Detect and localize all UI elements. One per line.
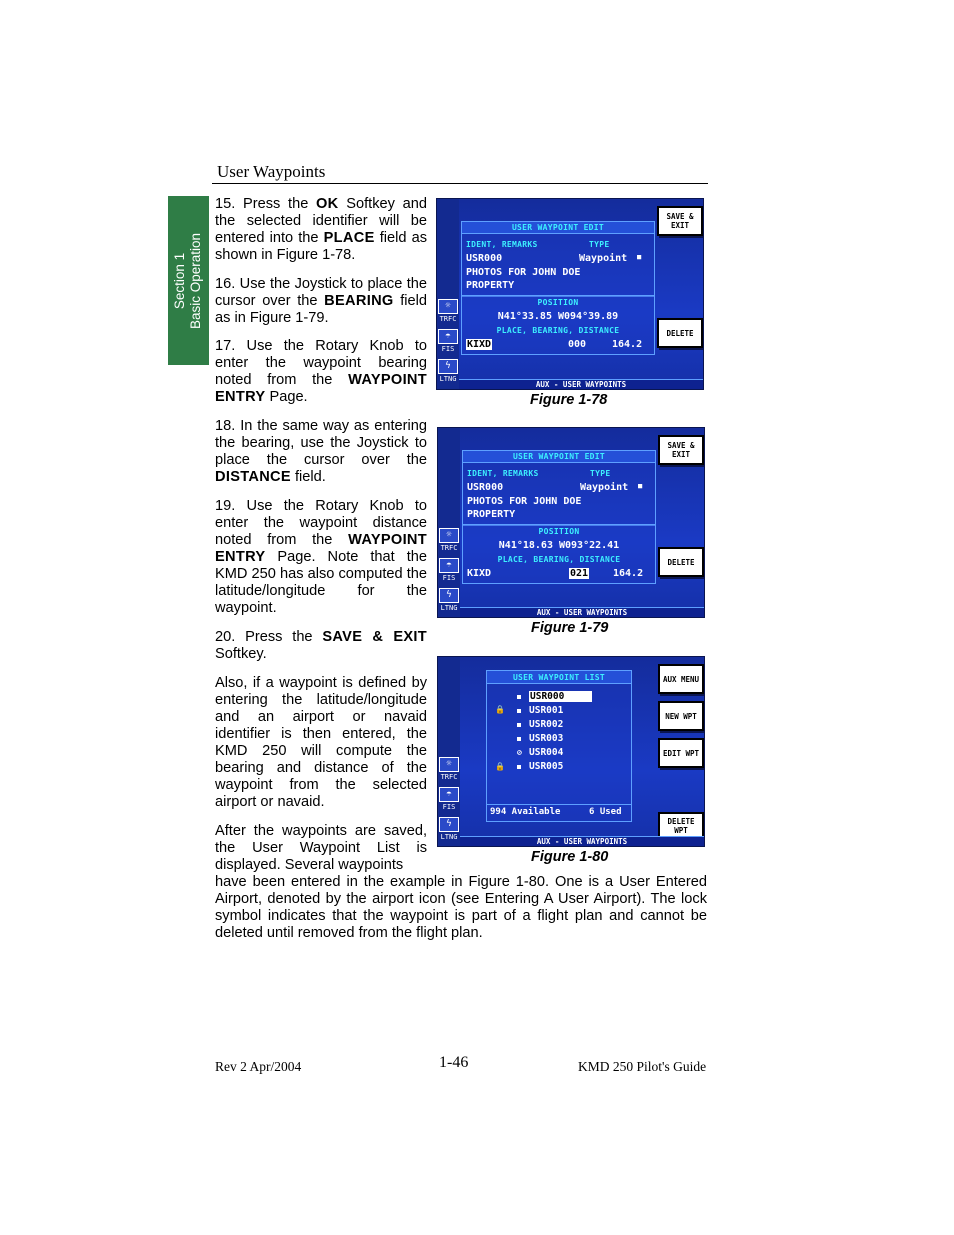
- type-field[interactable]: Waypoint: [580, 482, 629, 493]
- bearing-field[interactable]: 000: [568, 339, 587, 350]
- list-item[interactable]: USR001: [517, 705, 563, 716]
- page-number: 1-46: [439, 1054, 469, 1071]
- position-field[interactable]: N41°33.85 W094°39.89: [497, 311, 619, 322]
- ident-remarks-header: IDENT, REMARKS: [467, 469, 539, 478]
- side-tab-section: Section 1: [172, 252, 187, 310]
- remark-line-2[interactable]: PROPERTY: [467, 509, 516, 520]
- list-item[interactable]: USR005: [517, 761, 563, 772]
- ident-remarks-header: IDENT, REMARKS: [466, 240, 538, 249]
- edit-title: USER WAYPOINT EDIT: [511, 223, 605, 232]
- traffic-icon: ☼ TRFC: [439, 301, 457, 323]
- lightning-icon: ϟ LTNG: [440, 590, 458, 612]
- traffic-icon: ☼ TRFC: [440, 759, 458, 781]
- edit-top-panel: [462, 450, 656, 526]
- page-section-title: User Waypoints: [217, 162, 326, 181]
- footer-revision: Rev 2 Apr/2004: [215, 1059, 302, 1074]
- side-tab-chapter: Basic Operation: [188, 232, 203, 330]
- section-side-tab: [168, 196, 209, 365]
- lightning-icon: ϟ LTNG: [439, 361, 457, 383]
- save-exit-button[interactable]: SAVE & EXIT: [658, 435, 704, 465]
- ident-field[interactable]: USR000: [467, 482, 504, 493]
- lock-icon: 🔒: [495, 762, 505, 771]
- header-rule: [212, 183, 708, 184]
- airport-icon: ⊘: [517, 748, 522, 757]
- lock-icon: 🔒: [495, 705, 505, 714]
- bearing-field[interactable]: 021: [570, 568, 589, 579]
- traffic-icon: ☼ TRFC: [440, 530, 458, 552]
- fis-icon: ☂ FIS: [438, 329, 458, 353]
- figure-78-caption: Figure 1-78: [530, 392, 608, 408]
- save-exit-button[interactable]: SAVE & EXIT: [657, 206, 703, 236]
- type-dropdown-icon: ■: [638, 482, 643, 490]
- page-title-bar: AUX - USER WAYPOINTS: [460, 607, 704, 617]
- distance-field[interactable]: 164.2: [612, 339, 643, 350]
- distance-field[interactable]: 164.2: [613, 568, 644, 579]
- position-header: POSITION: [537, 298, 579, 307]
- list-title: USER WAYPOINT LIST: [512, 673, 606, 682]
- aux-menu-button[interactable]: AUX MENU: [658, 664, 704, 694]
- position-panel: [462, 524, 656, 584]
- figure-80-screen: [437, 656, 705, 847]
- fis-icon: ☂ FIS: [439, 787, 459, 811]
- waypoint-list-panel: [486, 670, 632, 822]
- figure-79-caption: Figure 1-79: [531, 620, 609, 636]
- type-field[interactable]: Waypoint: [579, 253, 628, 264]
- step-17: 17. Use the Rotary Knob to enter the waypoint bearing noted from the WAYPOINT ENTRY Page.: [215, 338, 427, 405]
- ident-field[interactable]: USR000: [466, 253, 503, 264]
- delete-button[interactable]: DELETE: [657, 318, 703, 348]
- pbd-header: PLACE, BEARING, DISTANCE: [497, 555, 621, 564]
- delete-waypoint-button[interactable]: DELETE WPT: [658, 812, 704, 840]
- step-15: 15. Press the OK Softkey and the selected identifier will be entered into the PLACE field as shown in Figure 1-78.: [215, 196, 428, 263]
- type-header: TYPE: [589, 240, 610, 249]
- list-item[interactable]: USR000: [517, 691, 592, 702]
- used-count: 6 Used: [589, 807, 622, 817]
- paragraph-final: have been entered in the example in Figure 1-80. One is a User Entered Airport, denoted by the airport icon (see Entering A User Airport). The lock symbol indicates that the waypoint is part of a flight plan and cannot be deleted until removed from the flight plan.: [215, 874, 707, 941]
- new-waypoint-button[interactable]: NEW WPT: [658, 701, 704, 731]
- figure-80-caption: Figure 1-80: [531, 849, 609, 865]
- step-19: 19. Use the Rotary Knob to enter the waypoint distance noted from the WAYPOINT ENTRY Page. Note that the KMD 250 has also computed the latitude/longitude for the waypoint.: [215, 498, 427, 616]
- list-item[interactable]: USR003: [517, 733, 563, 744]
- list-item[interactable]: ⊘ USR004: [517, 747, 564, 758]
- page-title-bar: AUX - USER WAYPOINTS: [459, 379, 703, 389]
- edit-top-panel: [461, 221, 655, 297]
- type-header: TYPE: [590, 469, 611, 478]
- remark-line-1[interactable]: PHOTOS FOR JOHN DOE: [466, 267, 581, 278]
- list-item[interactable]: USR002: [517, 719, 563, 730]
- fis-icon: ☂ FIS: [439, 558, 459, 582]
- page-title-bar: AUX - USER WAYPOINTS: [460, 836, 704, 846]
- step-16: 16. Use the Joystick to place the cursor over the BEARING field as in Figure 1-79.: [215, 276, 427, 326]
- step-18: 18. In the same way as entering the bearing, use the Joystick to place the cursor over the DISTANCE field.: [215, 418, 427, 485]
- remark-line-2[interactable]: PROPERTY: [466, 280, 515, 291]
- pbd-header: PLACE, BEARING, DISTANCE: [496, 326, 620, 335]
- lightning-icon: ϟ LTNG: [440, 819, 458, 841]
- step-20: 20. Press the SAVE & EXIT Softkey.: [215, 629, 427, 662]
- remark-line-1[interactable]: PHOTOS FOR JOHN DOE: [467, 496, 582, 507]
- paragraph-also: Also, if a waypoint is defined by entering the latitude/longitude and an airport or navaid identifier is then entered, the KMD 250 will compute the bearing and distance of the waypoint from the selected airport or navaid.: [215, 675, 427, 810]
- place-field[interactable]: KIXD: [467, 568, 492, 579]
- available-count: 994 Available: [490, 807, 561, 817]
- place-field[interactable]: KIXD: [467, 339, 492, 350]
- position-header: POSITION: [538, 527, 580, 536]
- delete-button[interactable]: DELETE: [658, 547, 704, 577]
- figure-78-screen: [436, 198, 704, 390]
- footer-guide-title: KMD 250 Pilot's Guide: [578, 1059, 707, 1074]
- paragraph-after: After the waypoints are saved, the User Waypoint List is displayed. Several waypoints: [215, 823, 427, 873]
- position-field[interactable]: N41°18.63 W093°22.41: [498, 540, 620, 551]
- type-dropdown-icon: ■: [637, 253, 642, 261]
- edit-waypoint-button[interactable]: EDIT WPT: [658, 738, 704, 768]
- figure-79-screen: [437, 427, 705, 618]
- position-panel: [461, 295, 655, 355]
- edit-title: USER WAYPOINT EDIT: [512, 452, 606, 461]
